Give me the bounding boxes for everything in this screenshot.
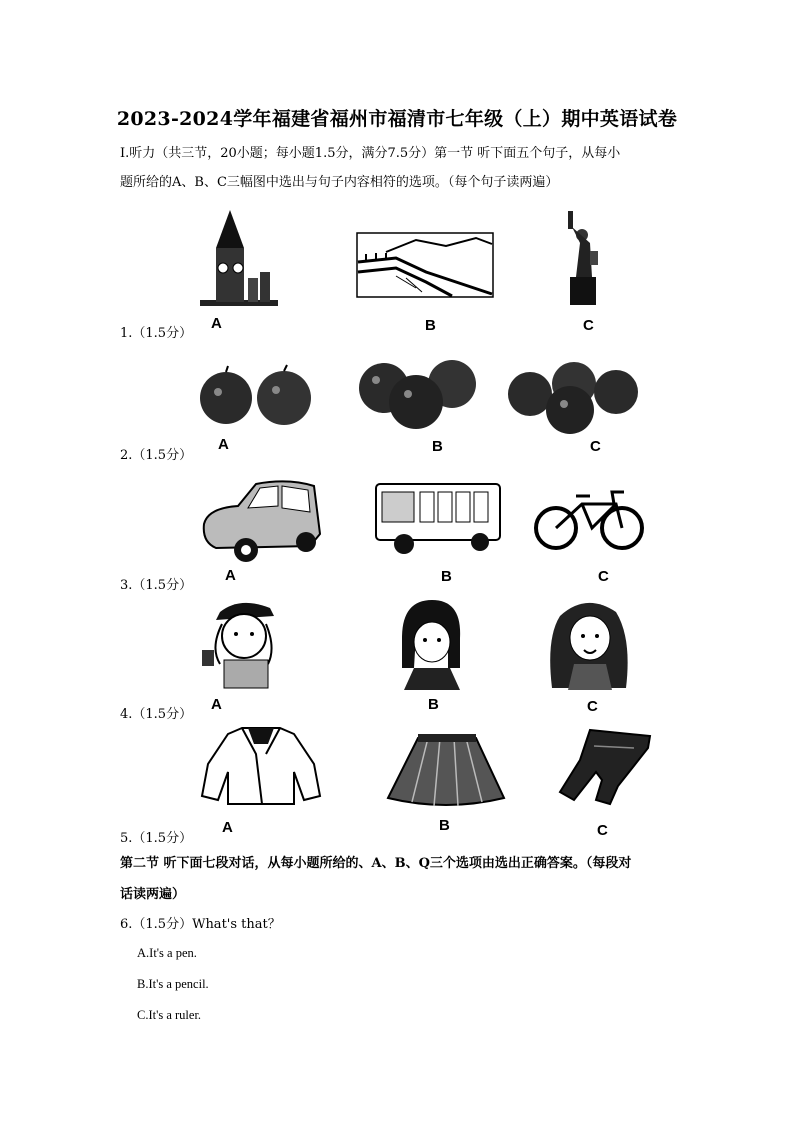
three-apples-picture [356, 358, 480, 430]
page-title: 2023-2024学年福建省福州市福清市七年级（上）期中英语试卷 [116, 108, 678, 130]
q4-option-c: C [587, 698, 598, 715]
q6-option-a: A.It's a pen. [137, 946, 197, 960]
girl-short-hair-picture [394, 598, 466, 692]
bicycle-picture [532, 488, 650, 554]
skirt-picture [384, 732, 508, 812]
q4-option-a: A [211, 696, 222, 713]
question-5-label: 5.（1.5分） [120, 831, 193, 846]
q6-option-c: C.It's a ruler. [137, 1008, 202, 1022]
section-2-line-1: 第二节 听下面七段对话，从每小题所给的、A、B、Q三个选项由选出正确答案。（每段对 [120, 856, 632, 871]
jacket-picture [198, 724, 324, 806]
q4-option-b: B [428, 696, 439, 713]
intro-line-1: Ⅰ.听力（共三节，20小题；每小题1.5分，满分7.5分）第一节 听下面五个句子，从每小 [120, 146, 621, 161]
two-apples-picture [196, 364, 316, 426]
question-6-label: 6.（1.5分）What's that？ [120, 917, 281, 932]
q1-option-a: A [211, 315, 222, 332]
section-2-line-2: 话读两遍） [120, 887, 186, 902]
q2-option-c: C [590, 438, 601, 455]
trousers-picture [556, 726, 656, 808]
car-picture [198, 476, 324, 564]
section-2-instructions [120, 848, 680, 910]
clock-tower-picture [198, 208, 280, 308]
q5-option-b: B [439, 817, 450, 834]
q2-option-b: B [432, 438, 443, 455]
question-1-label: 1.（1.5分） [120, 326, 193, 341]
q5-option-a: A [222, 819, 233, 836]
girl-long-hair-picture [546, 598, 630, 692]
girl-with-cap-picture [200, 598, 280, 690]
q3-option-b: B [441, 568, 452, 585]
four-apples-picture [506, 362, 640, 434]
question-2-label: 2.（1.5分） [120, 448, 193, 463]
q3-option-c: C [598, 568, 609, 585]
great-wall-picture [356, 232, 494, 298]
q2-option-a: A [218, 436, 229, 453]
intro-line-2: 题所给的A、B、C三幅图中选出与句子内容相符的选项。（每个句子读两遍） [120, 175, 559, 190]
question-3-label: 3.（1.5分） [120, 578, 193, 593]
q1-option-b: B [425, 317, 436, 334]
question-4-label: 4.（1.5分） [120, 707, 193, 722]
q6-option-b: B.It's a pencil. [137, 977, 209, 991]
bus-picture [374, 480, 504, 558]
listening-intro [120, 139, 680, 197]
q3-option-a: A [225, 567, 236, 584]
q5-option-c: C [597, 822, 608, 839]
q1-option-c: C [583, 317, 594, 334]
statue-of-liberty-picture [560, 207, 608, 307]
